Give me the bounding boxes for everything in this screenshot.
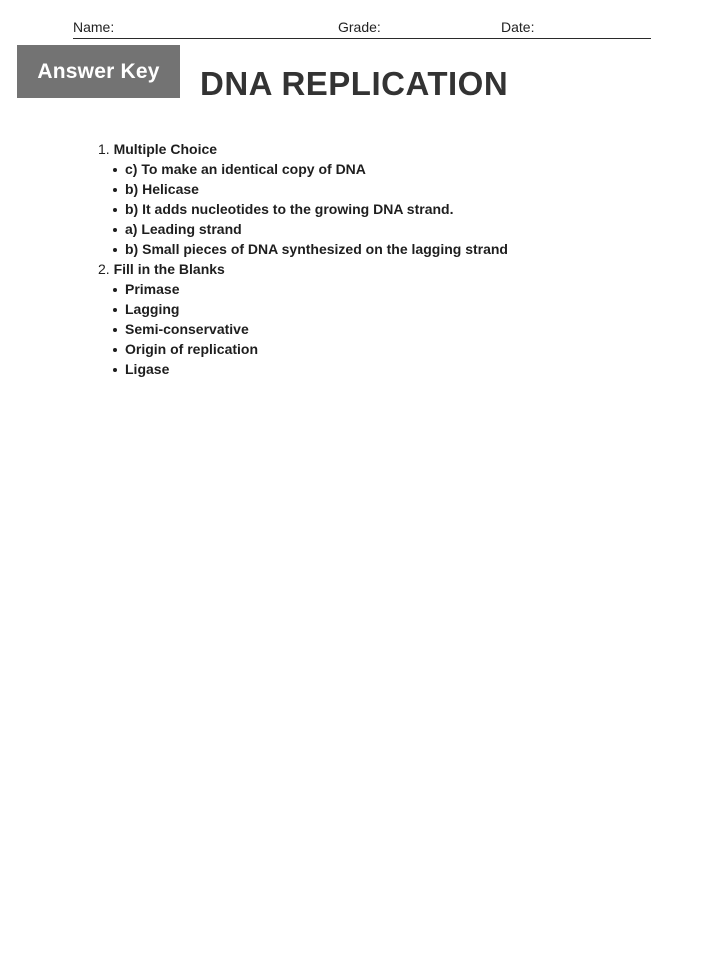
answer-text: b) Helicase [125,181,199,197]
grade-label: Grade: [338,19,381,35]
answer-text: a) Leading strand [125,221,242,237]
date-label: Date: [501,19,535,35]
bullet-icon [113,348,117,352]
answer-text: b) Small pieces of DNA synthesized on the lagging strand [125,241,508,257]
bullet-icon [113,308,117,312]
page-title: DNA REPLICATION [200,65,509,102]
answer-text: Semi-conservative [125,321,249,337]
student-info-header [73,17,651,39]
list-item [111,179,658,199]
list-item [111,199,658,219]
list-item [111,359,658,379]
list-item [111,219,658,239]
fill-in-the-blanks-list [98,279,658,379]
answer-text: Primase [125,281,180,297]
bullet-icon [113,368,117,372]
bullet-icon [113,168,117,172]
list-item [111,159,658,179]
bullet-icon [113,328,117,332]
section-number: 2. [98,261,110,277]
list-item [111,299,658,319]
answer-key-badge: Answer Key [17,45,180,98]
section-title: Multiple Choice [113,141,218,157]
answer-text: Lagging [125,301,180,317]
section-title: Fill in the Blanks [113,261,225,277]
section-multiple-choice [98,139,658,159]
bullet-icon [113,248,117,252]
bullet-icon [113,188,117,192]
bullet-icon [113,208,117,212]
answer-text: c) To make an identical copy of DNA [125,161,366,177]
answer-text: b) It adds nucleotides to the growing DNA strand. [125,201,454,217]
answers-section [98,139,658,379]
section-fill-in-the-blanks [98,259,658,279]
list-item [111,279,658,299]
answer-text: Origin of replication [125,341,259,357]
bullet-icon [113,228,117,232]
multiple-choice-list [98,159,658,259]
bullet-icon [113,288,117,292]
answer-text: Ligase [125,361,170,377]
list-item [111,339,658,359]
section-number: 1. [98,141,110,157]
list-item [111,319,658,339]
list-item [111,239,658,259]
name-label: Name: [73,19,115,35]
